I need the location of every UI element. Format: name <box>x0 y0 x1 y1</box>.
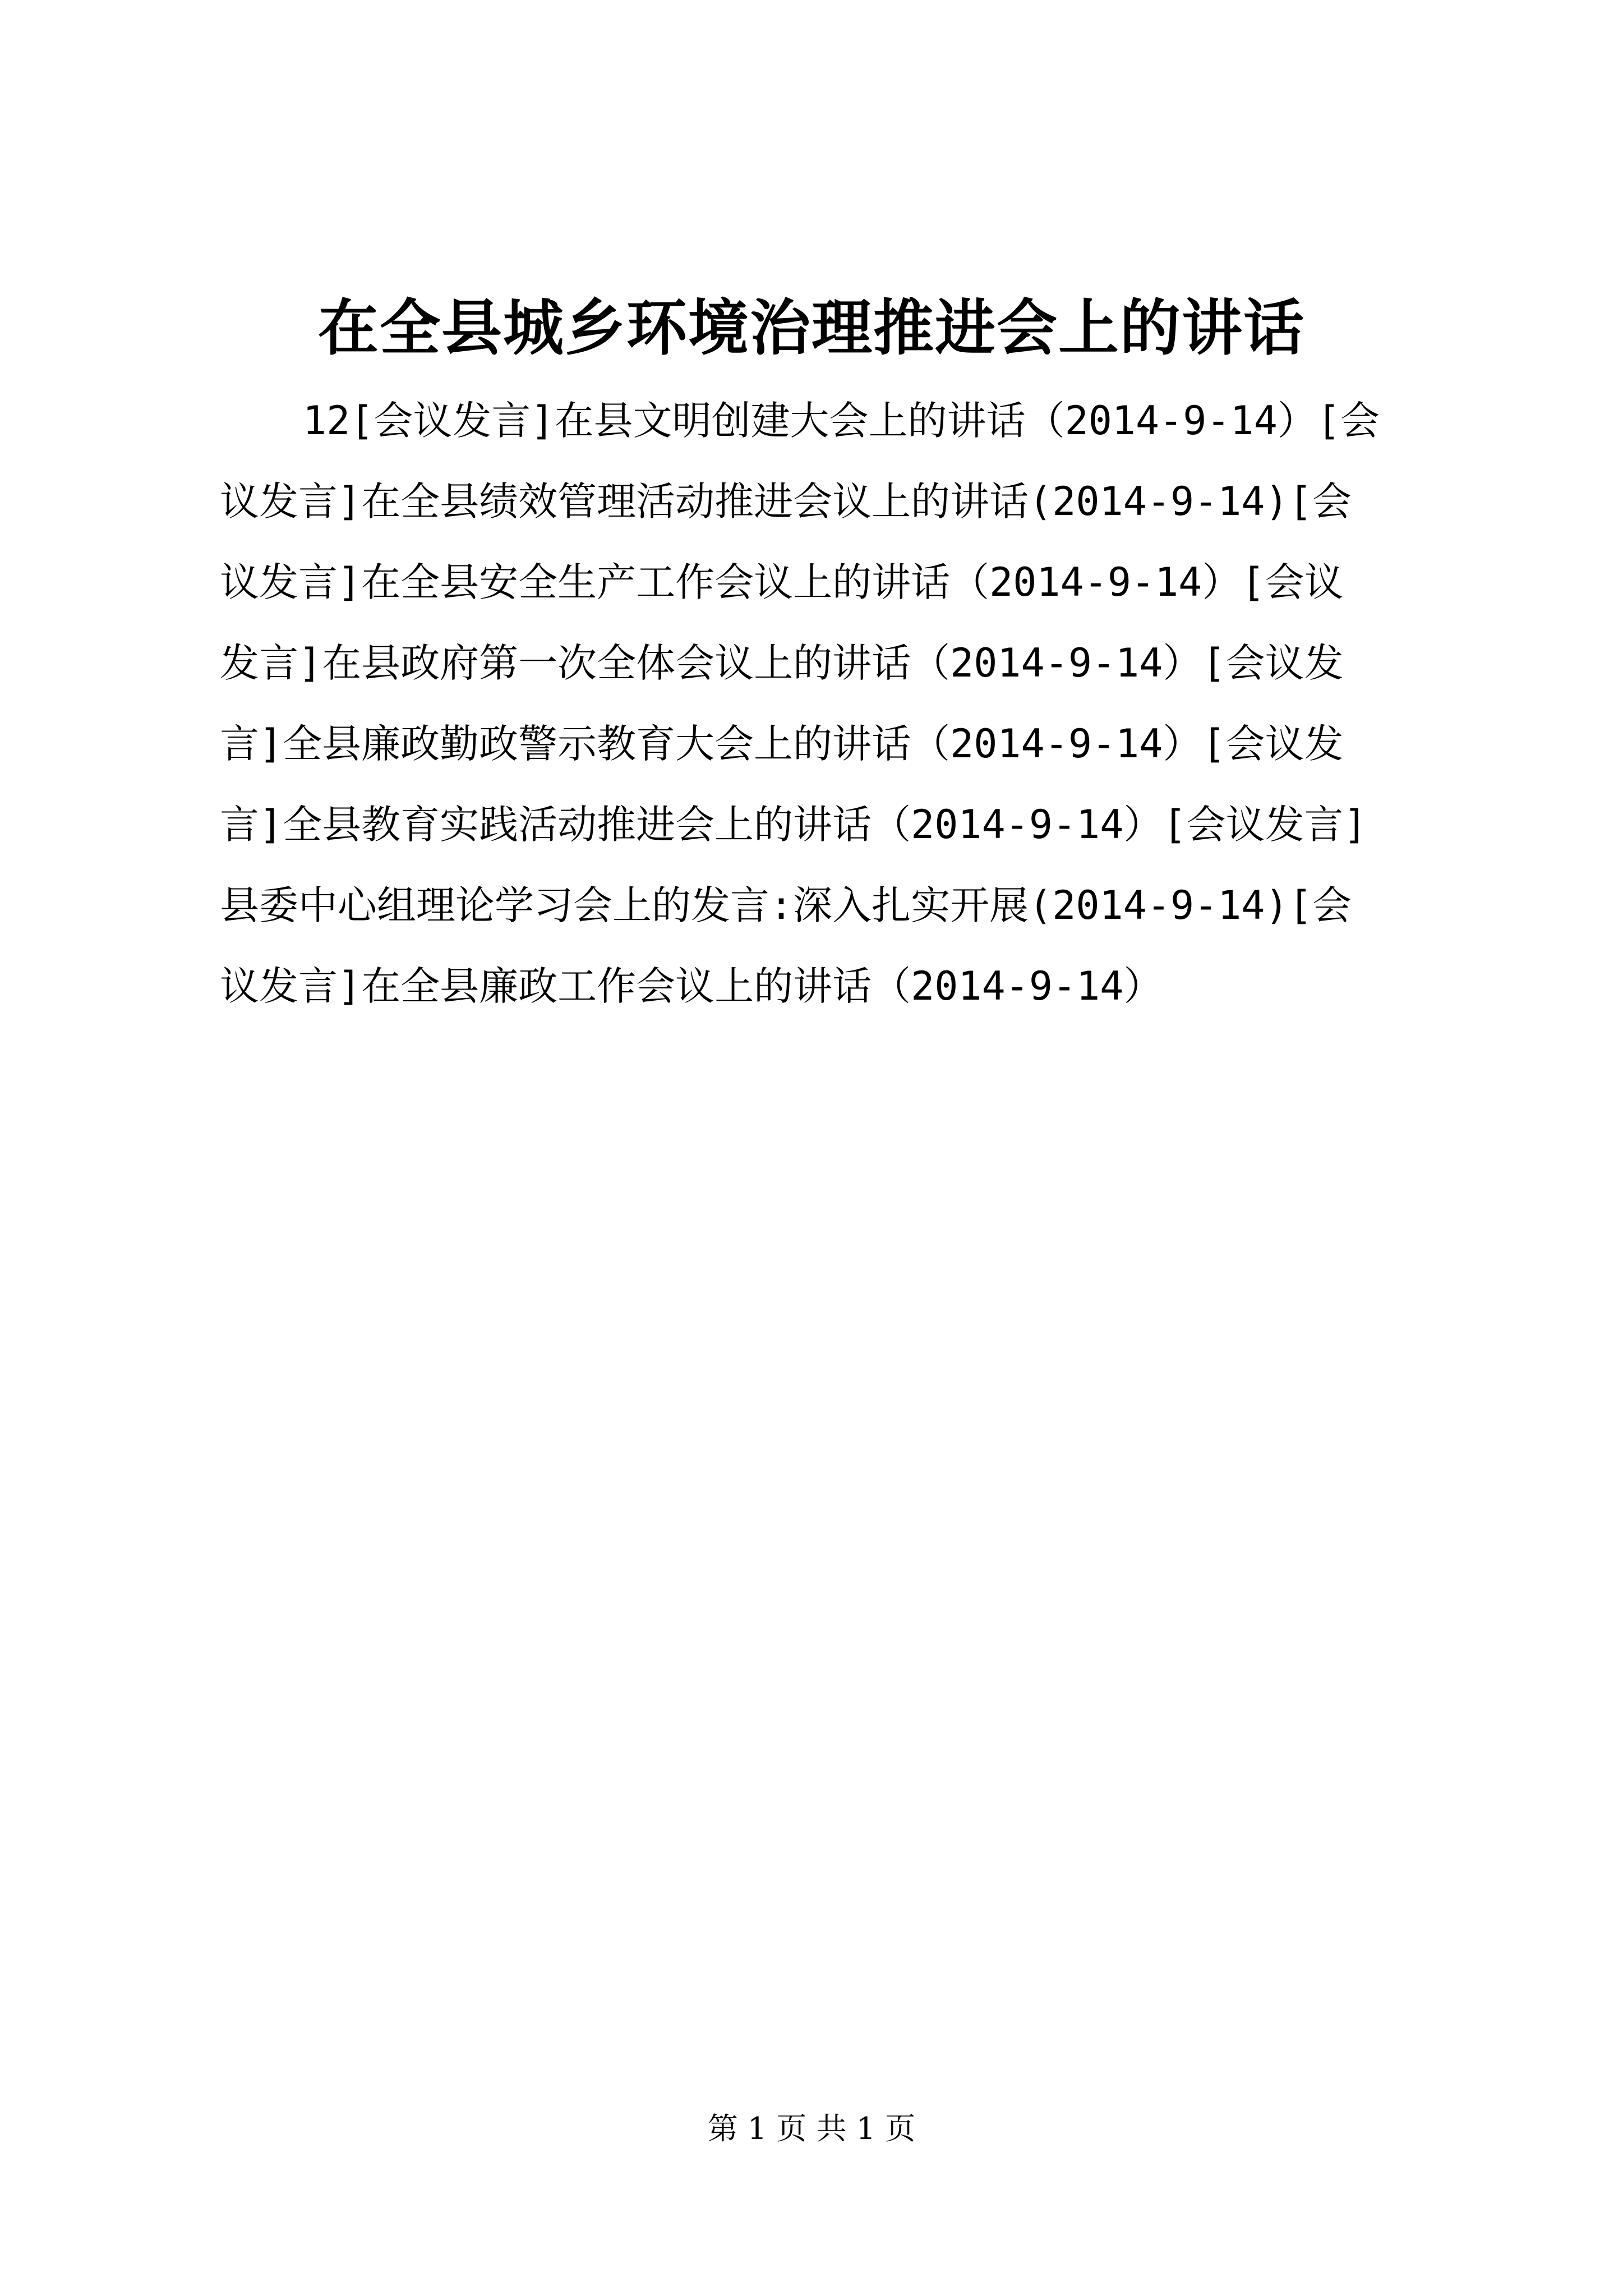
page-footer: 第 1 页 共 1 页 <box>707 2111 916 2146</box>
body-line-1: 12[会议发言]在县文明创建大会上的讲话（2014-9-14）[会 <box>303 398 1380 444</box>
body-line-4: 发言]在县政府第一次全体会议上的讲话（2014-9-14）[会议发 <box>220 640 1344 686</box>
body-line-2: 议发言]在全县绩效管理活动推进会议上的讲话(2014-9-14)[会 <box>220 478 1352 524</box>
body-line-8: 议发言]在全县廉政工作会议上的讲话（2014-9-14） <box>220 963 1163 1009</box>
body-line-3: 议发言]在全县安全生产工作会议上的讲话（2014-9-14）[会议 <box>220 559 1344 605</box>
document-title: 在全县城乡环境治理推进会上的讲话 <box>317 293 1305 364</box>
body-line-7: 县委中心组理论学习会上的发言:深入扎实开展(2014-9-14)[会 <box>220 882 1352 928</box>
body-line-6: 言]全县教育实践活动推进会上的讲话（2014-9-14）[会议发言] <box>220 802 1367 848</box>
body-line-5: 言]全县廉政勤政警示教育大会上的讲话（2014-9-14）[会议发 <box>220 721 1344 767</box>
